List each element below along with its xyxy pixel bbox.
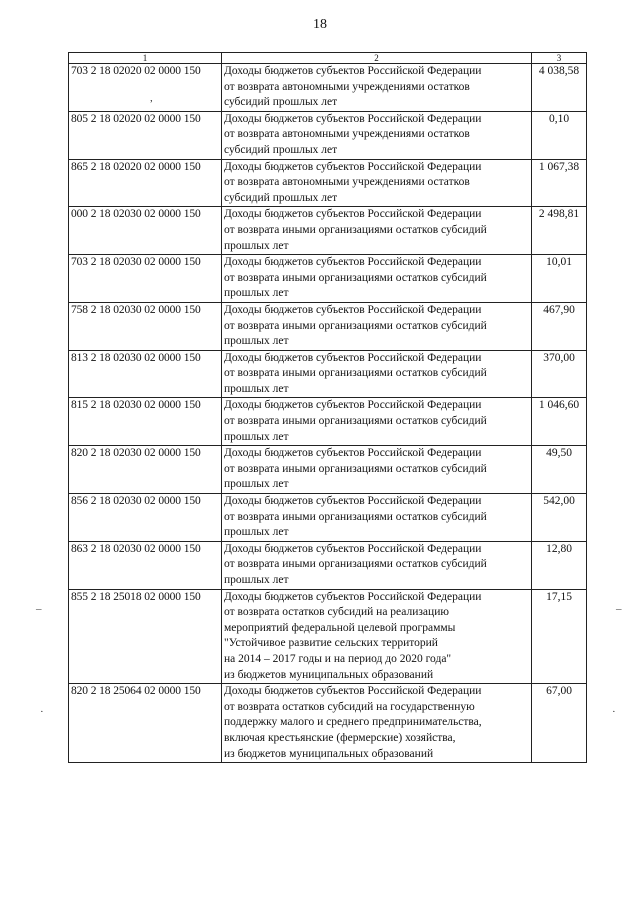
description-cell: Доходы бюджетов субъектов Российской Федерации от возврата иными организациями остатков субсидий прошлых лет <box>222 350 532 398</box>
table-row <box>69 64 587 112</box>
column-header-code: 1 <box>69 53 222 64</box>
table-row <box>69 494 587 542</box>
table-row <box>69 350 587 398</box>
table-row <box>69 159 587 207</box>
table-row <box>69 207 587 255</box>
description-cell: Доходы бюджетов субъектов Российской Федерации от возврата иными организациями остатков субсидий прошлых лет <box>222 494 532 542</box>
table-row <box>69 684 587 763</box>
budget-code-cell: 813 2 18 02030 02 0000 150 <box>69 350 222 398</box>
scan-speck: , <box>150 92 153 104</box>
budget-revenue-table <box>68 52 587 763</box>
budget-code-cell: 855 2 18 25018 02 0000 150 <box>69 589 222 684</box>
table-row <box>69 255 587 303</box>
description-cell: Доходы бюджетов субъектов Российской Федерации от возврата иными организациями остатков субсидий прошлых лет <box>222 302 532 350</box>
budget-code-cell: 703 2 18 02020 02 0000 150 <box>69 64 222 112</box>
table-row <box>69 589 587 684</box>
amount-cell: 1 067,38 <box>532 159 587 207</box>
budget-code-cell: 820 2 18 02030 02 0000 150 <box>69 446 222 494</box>
budget-code-cell: 856 2 18 02030 02 0000 150 <box>69 494 222 542</box>
description-cell: Доходы бюджетов субъектов Российской Федерации от возврата автономными учреждениями остатков субсидий прошлых лет <box>222 111 532 159</box>
scan-speck: – <box>616 603 622 615</box>
amount-cell: 2 498,81 <box>532 207 587 255</box>
description-cell: Доходы бюджетов субъектов Российской Федерации от возврата иными организациями остатков субсидий прошлых лет <box>222 541 532 589</box>
table-row <box>69 111 587 159</box>
table-body <box>69 64 587 763</box>
page-number: 18 <box>313 17 327 32</box>
description-cell: Доходы бюджетов субъектов Российской Федерации от возврата иными организациями остатков субсидий прошлых лет <box>222 398 532 446</box>
description-cell: Доходы бюджетов субъектов Российской Федерации от возврата остатков субсидий на реализацию мероприятий федеральной целевой программы "Устойчивое развитие сельских территорий на 2014 – 2017 годы и на период до 2020 года" из бюджетов муниципальных образований <box>222 589 532 684</box>
description-cell: Доходы бюджетов субъектов Российской Федерации от возврата иными организациями остатков субсидий прошлых лет <box>222 207 532 255</box>
amount-cell: 467,90 <box>532 302 587 350</box>
amount-cell: 67,00 <box>532 684 587 763</box>
amount-cell: 17,15 <box>532 589 587 684</box>
column-header-description: 2 <box>222 53 532 64</box>
table-header-row <box>69 53 587 64</box>
table-row <box>69 302 587 350</box>
amount-cell: 10,01 <box>532 255 587 303</box>
scan-speck: – <box>36 603 42 615</box>
budget-code-cell: 820 2 18 25064 02 0000 150 <box>69 684 222 763</box>
budget-code-cell: 758 2 18 02030 02 0000 150 <box>69 302 222 350</box>
description-cell: Доходы бюджетов субъектов Российской Федерации от возврата остатков субсидий на государственную поддержку малого и среднего предпринимательства, включая крестьянские (фермерские) хозяйства, из бюджетов муниципальных образований <box>222 684 532 763</box>
amount-cell: 370,00 <box>532 350 587 398</box>
scan-speck: · <box>612 706 616 718</box>
column-header-amount: 3 <box>532 53 587 64</box>
budget-code-cell: 815 2 18 02030 02 0000 150 <box>69 398 222 446</box>
description-cell: Доходы бюджетов субъектов Российской Федерации от возврата автономными учреждениями остатков субсидий прошлых лет <box>222 64 532 112</box>
budget-code-cell: 865 2 18 02020 02 0000 150 <box>69 159 222 207</box>
budget-code-cell: 805 2 18 02020 02 0000 150 <box>69 111 222 159</box>
description-cell: Доходы бюджетов субъектов Российской Федерации от возврата автономными учреждениями остатков субсидий прошлых лет <box>222 159 532 207</box>
table-row <box>69 446 587 494</box>
budget-code-cell: 863 2 18 02030 02 0000 150 <box>69 541 222 589</box>
amount-cell: 542,00 <box>532 494 587 542</box>
amount-cell: 12,80 <box>532 541 587 589</box>
amount-cell: 4 038,58 <box>532 64 587 112</box>
amount-cell: 0,10 <box>532 111 587 159</box>
table-row <box>69 398 587 446</box>
budget-code-cell: 703 2 18 02030 02 0000 150 <box>69 255 222 303</box>
amount-cell: 1 046,60 <box>532 398 587 446</box>
table-row <box>69 541 587 589</box>
amount-cell: 49,50 <box>532 446 587 494</box>
description-cell: Доходы бюджетов субъектов Российской Федерации от возврата иными организациями остатков субсидий прошлых лет <box>222 446 532 494</box>
budget-code-cell: 000 2 18 02030 02 0000 150 <box>69 207 222 255</box>
scan-speck: · <box>40 706 44 718</box>
description-cell: Доходы бюджетов субъектов Российской Федерации от возврата иными организациями остатков субсидий прошлых лет <box>222 255 532 303</box>
